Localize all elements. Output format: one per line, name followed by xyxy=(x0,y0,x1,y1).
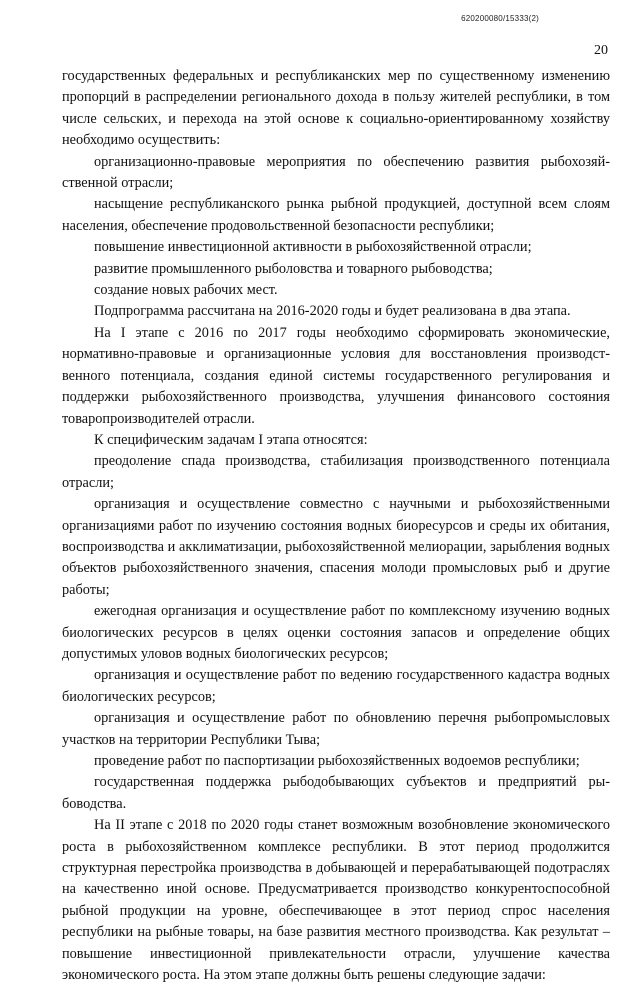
list-item: развитие промышленного рыболовства и товарного рыбоводства; xyxy=(94,260,493,277)
list-item: организационно-правовые мероприятия по обеспечению развития рыбохозяйственной отрасли; xyxy=(62,153,610,192)
paragraph: К специфическим задачам I этапа относятся: xyxy=(94,431,368,448)
list-item: государственная поддержка рыбодобывающих субъектов и предприятий рыбоводства. xyxy=(62,774,610,812)
list-item: организация и осуществление совместно с научными и рыбохозяйственными организациями работ по изучению состояния водных биоресурсов и среды их обитания, воспроизводства и акклиматизации, рыбохозяйственной мелиорации, зарыбления водных объектов рыбохозяйственного значения, спасения молоди промысловых рыб и другие работы; xyxy=(62,496,610,598)
paragraph: государственных федеральных и республиканских мер по существенному изменению пропорций в распределении регионального дохода в пользу жителей республики, в том числе сельских, и перехода на этой основе к социально-ориентированному хозяйству необходимо осуществить: xyxy=(62,68,610,149)
paragraph: На I этапе с 2016 по 2017 годы необходимо сформировать экономические, нормативно-правовые и организационные условия для восстановления производственного потенциала, создания единой системы государственного регулирования и поддержки рыбохозяйственного производства, улучшения финансового состояния товаропроизводителей отрасли. xyxy=(62,324,610,427)
page-number: 20 xyxy=(594,43,608,58)
list-item: повышение инвестиционной активности в рыбохозяйственной отрасли; xyxy=(94,239,532,256)
list-item: преодоление спада производства, стабилизация производственного потенциала отрасли; xyxy=(62,453,610,491)
paragraph: Подпрограмма рассчитана на 2016-2020 годы и будет реализована в два этапа. xyxy=(94,303,571,320)
list-item: организация и осуществление работ по обновлению перечня рыбопромысловых участков на территории Республики Тыва; xyxy=(62,710,610,748)
list-item: ежегодная организация и осуществление работ по комплексному изучению водных биологических ресурсов в целях оценки состояния запасов и определение общих допустимых уловов водных биологических ресурсов; xyxy=(62,603,610,662)
list-item: проведение работ по паспортизации рыбохозяйственных водоемов республики; xyxy=(94,753,580,769)
paragraph: На II этапе с 2018 по 2020 годы станет возможным возобновление экономического роста в рыбохозяйственном комплексе республики. В этот период продолжится структурная перестройка производства в добывающей и перерабатывающей подотраслях на качественно иной основе. Предусматривается производство конкурентоспособной рыбной продукции на уровне, обеспечивающее в этот период спрос населения республики на рыбные товары, на базе развития местного производства. Как результат – повышение инвестиционной привлекательности отрасли, улучшение качества экономического роста. На этом этапе должны быть решены следующие задачи: xyxy=(62,817,610,984)
document-id: 620200080/15333(2) xyxy=(461,14,539,23)
list-item: насыщение республиканского рынка рыбной продукцией, доступной всем слоям населения, обеспечение продовольственной безопасности республики; xyxy=(62,196,610,234)
document-body xyxy=(62,66,610,986)
list-item: создание новых рабочих мест. xyxy=(94,282,278,299)
list-item: организация и осуществление работ по ведению государственного кадастра водных биологических ресурсов; xyxy=(62,667,610,705)
